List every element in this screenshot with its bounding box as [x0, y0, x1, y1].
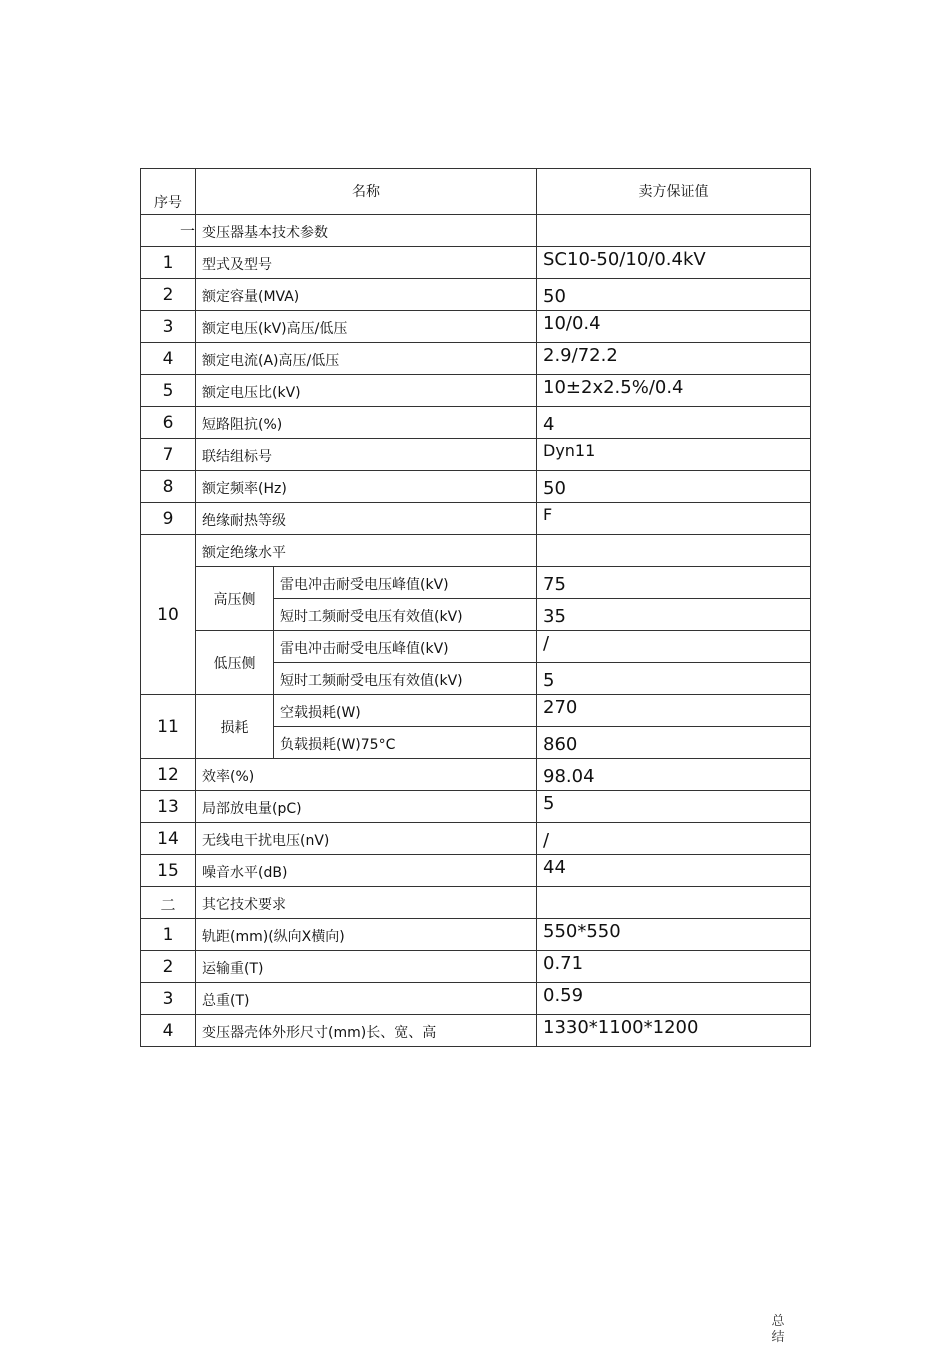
row-no: 6 — [141, 407, 196, 439]
row-value: 5 — [537, 791, 811, 823]
row-no: 9 — [141, 503, 196, 535]
row-value: 550*550 — [537, 919, 811, 951]
table-row — [141, 1015, 811, 1047]
row-value: 35 — [537, 599, 811, 631]
row-name: 联结组标号 — [196, 439, 537, 471]
header-name: 名称 — [196, 169, 537, 215]
row-name: 额定频率(Hz) — [196, 471, 537, 503]
table-row — [141, 567, 811, 599]
row-value: F — [537, 503, 811, 535]
row-value: 0.71 — [537, 951, 811, 983]
table-row — [141, 407, 811, 439]
row-value: / — [537, 631, 811, 663]
row-no: 4 — [141, 1015, 196, 1047]
table-header-row — [141, 169, 811, 215]
row-name: 局部放电量(pC) — [196, 791, 537, 823]
table-row — [141, 631, 811, 663]
row-name: 额定电压比(kV) — [196, 375, 537, 407]
row-no: 8 — [141, 471, 196, 503]
group-label: 低压侧 — [196, 631, 274, 695]
row-value: 860 — [537, 727, 811, 759]
row-name: 轨距(mm)(纵向X横向) — [196, 919, 537, 951]
section-title: 变压器基本技术参数 — [196, 215, 537, 247]
table-row — [141, 439, 811, 471]
table-row — [141, 791, 811, 823]
row-value: / — [537, 823, 811, 855]
header-value: 卖方保证值 — [537, 169, 811, 215]
row-value: 0.59 — [537, 983, 811, 1015]
table-row — [141, 343, 811, 375]
row-value: 5 — [537, 663, 811, 695]
value-cell — [537, 535, 811, 567]
table-row — [141, 247, 811, 279]
table-row — [141, 695, 811, 727]
table-row — [141, 983, 811, 1015]
table-row — [141, 471, 811, 503]
row-value: 270 — [537, 695, 811, 727]
table-row — [141, 375, 811, 407]
row-no: 1 — [141, 919, 196, 951]
row-value: 50 — [537, 471, 811, 503]
table-row — [141, 951, 811, 983]
header-no: 序号 — [141, 169, 196, 215]
row-no: 4 — [141, 343, 196, 375]
spec-table — [140, 168, 811, 1047]
sub-item-name: 空载损耗(W) — [274, 695, 537, 727]
row-no: 13 — [141, 791, 196, 823]
row-no: 14 — [141, 823, 196, 855]
row-name: 型式及型号 — [196, 247, 537, 279]
row-value: 4 — [537, 407, 811, 439]
row-name: 短路阻抗(%) — [196, 407, 537, 439]
group-label: 损耗 — [196, 695, 274, 759]
sub-item-name: 雷电冲击耐受电压峰值(kV) — [274, 567, 537, 599]
row-no: 2 — [141, 279, 196, 311]
value-cell — [537, 887, 811, 919]
row-value: 44 — [537, 855, 811, 887]
row-name: 额定电流(A)高压/低压 — [196, 343, 537, 375]
row-no: 3 — [141, 983, 196, 1015]
row-no: 1 — [141, 247, 196, 279]
row-no: 7 — [141, 439, 196, 471]
row-name: 无线电干扰电压(nV) — [196, 823, 537, 855]
section-title: 其它技术要求 — [196, 887, 537, 919]
row-no: 5 — [141, 375, 196, 407]
table-row — [141, 855, 811, 887]
row-no: 15 — [141, 855, 196, 887]
row-value: 98.04 — [537, 759, 811, 791]
sub-item-name: 雷电冲击耐受电压峰值(kV) — [274, 631, 537, 663]
row-name: 额定电压(kV)高压/低压 — [196, 311, 537, 343]
row-value: 10±2x2.5%/0.4 — [537, 375, 811, 407]
row-name: 变压器壳体外形尺寸(mm)长、宽、高 — [196, 1015, 537, 1047]
row-value: 2.9/72.2 — [537, 343, 811, 375]
row-no: 10 — [141, 535, 196, 695]
row-no: 12 — [141, 759, 196, 791]
row-name: 效率(%) — [196, 759, 537, 791]
sub-item-name: 负载损耗(W)75°C — [274, 727, 537, 759]
footer-note: 总结 — [771, 1314, 785, 1345]
section-row — [141, 887, 811, 919]
row-no: 3 — [141, 311, 196, 343]
row-name: 额定容量(MVA) — [196, 279, 537, 311]
row-value: 75 — [537, 567, 811, 599]
group-label: 高压侧 — [196, 567, 274, 631]
row-name: 运输重(T) — [196, 951, 537, 983]
row-value: Dyn11 — [537, 439, 811, 471]
section-no: 二 — [141, 887, 196, 919]
row-value: SC10-50/10/0.4kV — [537, 247, 811, 279]
table-row — [141, 503, 811, 535]
section-no: 一 — [141, 215, 196, 247]
table-row — [141, 823, 811, 855]
row-name: 噪音水平(dB) — [196, 855, 537, 887]
row-name: 总重(T) — [196, 983, 537, 1015]
table-row — [141, 919, 811, 951]
row-name: 额定绝缘水平 — [196, 535, 537, 567]
table-row — [141, 311, 811, 343]
row-no: 11 — [141, 695, 196, 759]
row-value: 50 — [537, 279, 811, 311]
row-name: 绝缘耐热等级 — [196, 503, 537, 535]
sub-item-name: 短时工频耐受电压有效值(kV) — [274, 599, 537, 631]
row-value: 1330*1100*1200 — [537, 1015, 811, 1047]
table-row — [141, 759, 811, 791]
section-row — [141, 215, 811, 247]
value-cell — [537, 215, 811, 247]
row-value: 10/0.4 — [537, 311, 811, 343]
table-row — [141, 535, 811, 567]
sub-item-name: 短时工频耐受电压有效值(kV) — [274, 663, 537, 695]
table-row — [141, 279, 811, 311]
row-no: 2 — [141, 951, 196, 983]
